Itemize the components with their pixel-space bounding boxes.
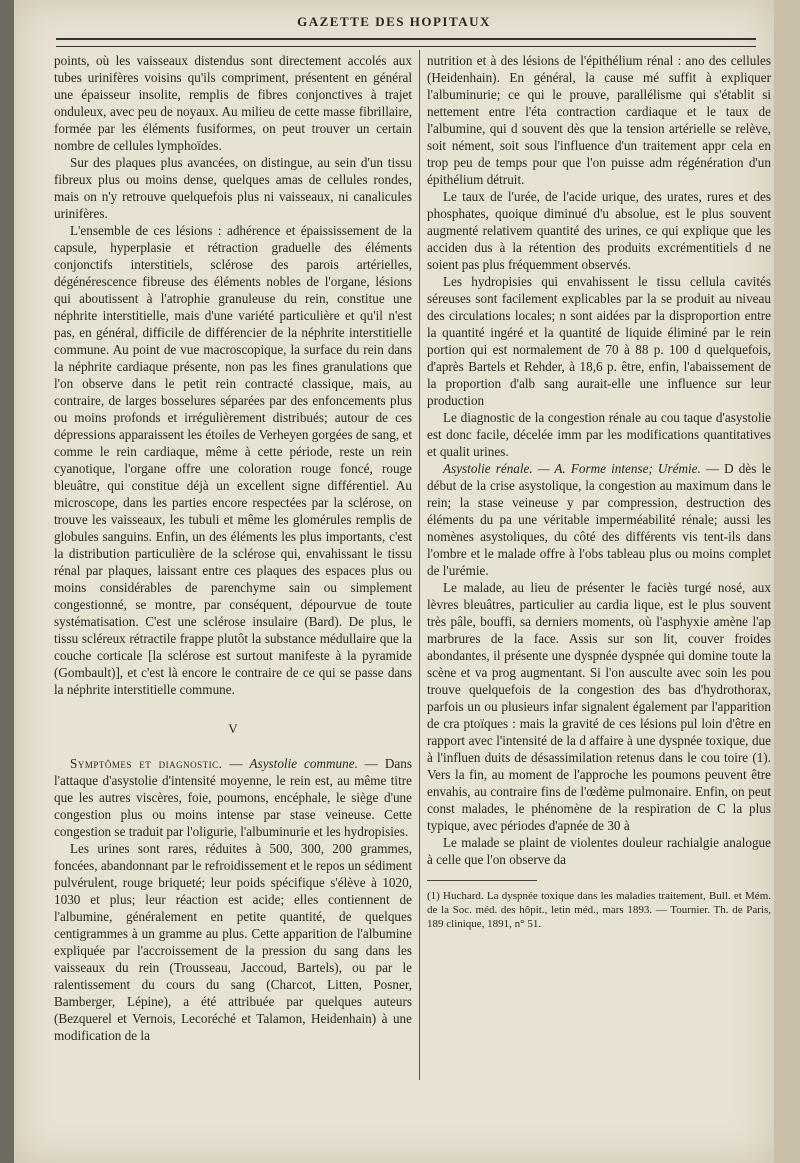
footnote-separator <box>427 880 537 881</box>
left-paragraph-urines: Les urines sont rares, réduites à 500, 300, 200 grammes, foncées, abandonnant par le refroidissement et le repos un sédiment pulvérulent, rouge briqueté; leur poids spécifique s'élève à 1020, 1030 et plus; leur réaction est acide; elles contiennent de l'albumine, généralement en petite quantité, de quelques centigrammes à un gramme au plus. Cette apparition de l'albumine expliquée par l'accroissement de la pression du sang dans les vaisseaux du rein (Trousseau, Jaccoud, Bartels), ou par le ralentissement du cours du sang (Charcot, Litten, Posner, Bamberger, Lépine), a été attribuée par quelques auteurs (Bezquerel et Vernois, Lecoréché et Talamon, Heidenhain) à une modification de la <box>54 841 412 1043</box>
right-paragraph-2: Le taux de l'urée, de l'acide urique, des urates, rures et des phosphates, quoique diminué d'u absolue, est le plus souvent augmenté relativem quantité des urines, ce qui explique que les acciden dus à la rétention des produits excrémentitiels d ne soient pas plus fréquemment observés. <box>427 189 771 272</box>
left-paragraph-2: Sur des plaques plus avancées, on distingue, au sein d'un tissu fibreux plus ou moins dense, quelques amas de cellules rondes, mais on n'y retrouve quelquefois plus ni vaisseaux, ni canalicules urinifères. <box>54 155 412 221</box>
left-paragraph-1: points, où les vaisseaux distendus sont directement accolés aux tubes urinifères voisins qu'ils compriment, présentent en général une épaisseur insolite, remplis de fibres conjonctives à trajet onduleux, avec peu de noyaux. Au milieu de cette masse fibrillaire, formée par les éléments fusiformes, on peut trouver un certain nombre de cellules lymphoïdes. <box>54 53 412 153</box>
footnote: (1) Huchard. La dyspnée toxique dans les maladies traitement, Bull. et Mém. de la Soc. méd. des hôpit., letin méd., mars 1893. — Tournier. Th. de Paris, 189 clinique, 1891, n° 51. <box>427 890 771 930</box>
right-paragraph-4: Le diagnostic de la congestion rénale au cou taque d'asystolie est donc facile, décelée imm par les modifications quantitatives et qualit urines. <box>427 410 771 459</box>
section-first-text: — Dans l'attaque d'asystolie d'intensité moyenne, le rein est, au même titre que les autres viscères, foie, poumons, encéphale, le siège d'une congestion plus ou moins intense par stase veineuse. Cette congestion se traduit par l'oligurie, l'albuminurie et les hydropisies. <box>54 756 412 839</box>
header-rule-thick <box>56 38 756 40</box>
subsection-text: — D dès le début de la crise asystolique, la congestion au maximum dans le rein; la stase veineuse y par compression, destruction des éléments du pa une véritable imperméabilité rénale; aussi les nomènes asystoliques, du côté des différents vis tent-ils dans l'ombre et le malade offre à l'obs tableau plus ou moins complet de l'urémie. <box>427 461 771 578</box>
left-paragraph-3: L'ensemble de ces lésions : adhérence et épaississement de la capsule, hyperplasie et rétraction graduelle des éléments conjonctifs interstitiels, sclérose des parois artérielles, dégénérescence fibreuse des éléments nobles de l'organe, lésions qui aboutissent à l'atrophie granuleuse du rein, constitue une néphrite interstitielle, mais d'une variété particulière et qu'il n'est pas, en général, difficile de différencier de la néphrite interstitielle commune. Au point de vue macroscopique, la surface du rein dans la néphrite cardiaque présente, non pas les fines granulations que l'on observe dans le petit rein contracté classique, mais, au contraire, de larges bosselures séparées par des enfoncements plus ou moins profonds et irrégulièrement distribués; autour de ces dépressions apparaissent les étoiles de Verheyen gorgées de sang, et comme le rein cardiaque, même à cette période, reste un rein cyanotique, l'organe offre une coloration rouge foncé, rouge bleuâtre, qui constitue déjà un excellent signe différentiel. Au microscope, dans les parties encore respectées par la sclérose, on trouve les vaisseaux, les tubuli et même les glomérules remplis de globules sanguins. Enfin, un des éléments les plus importants, c'est la distribution particulière de la sclérose qui, envahissant le tissu rénal par plaques, laissant entre ces plaques des espaces plus ou moins considérables de parenchyme sain ou simplement congestionné, se montre, par conséquent, dépourvue de toute systématisation. C'est une sclérose insulaire (Bard). De plus, le tissu scléreux rétractile frappe plutôt la substance médullaire que la couche corticale [la sclérose est surtout manifeste à la pyramide (Gombault)], et c'est là encore le contraire de ce qui se passe dans la néphrite interstitielle commune. <box>54 223 412 697</box>
newspaper-page <box>14 0 774 1163</box>
binding-edge <box>0 0 14 1163</box>
left-column <box>54 52 412 1044</box>
page-header: GAZETTE DES HOPITAUX <box>297 14 491 29</box>
page-margin-right <box>774 0 800 1163</box>
column-separator <box>419 50 420 1080</box>
right-paragraph-1: nutrition et à des lésions de l'épithélium rénal : ano des cellules (Heidenhain). En général, la cause mé suffit à expliquer l'albuminurie; ce qui le prouve, parallélisme qui s'établit si nettement entre l'éta contraction cardiaque et le taux de l'albumine, qui d souvent dès que la tension artérielle se relève, soit nément, soit sous l'influence d'un traitement appr cela en trop peu de temps pour que l'on puisse adm régénération d'un épithélium détruit. <box>427 53 771 187</box>
right-column <box>427 52 771 931</box>
right-paragraph-6: Le malade se plaint de violentes douleur rachialgie analogue à celle que l'on observe da <box>427 835 771 867</box>
right-paragraph-3: Les hydropisies qui envahissent le tissu cellula cavités séreuses sont facilement explicables par la se produit au niveau des circulations locales; n sont aidées par la disproportion entre la quantité ingéré et la quantité de liquide éliminé par le rein portion qui est normalement de 70 à 88 p. 100 d quelquefois, d'après Bartels et Rehder, à 18,6 p. être, enfin, l'abaissement de la proportion d'alb sang aurait-elle une influence sur leur production <box>427 274 771 408</box>
section-number: V <box>228 721 238 736</box>
section-subheading: Asystolie commune. <box>249 756 358 771</box>
subsection-paragraph <box>427 460 771 579</box>
right-paragraph-5: Le malade, au lieu de présenter le faciès turgé nosé, aux lèvres bleuâtres, particulier au cardia lique, est le plus souvent très pâle, bouffi, sa derniers moments, où l'asphyxie amène l'ap marbrures de la face. Assis sur son lit, couver froides abondantes, il présente une dyspnée dyspnée qui domine toute la scène et va prog augmentant. Si l'on ausculte avec soin les pou trouve quelquefois de la congestion des bas d'hydrothorax, parfois un ou plusieurs infar signalent également par l'apparition de cra ptoïques : mais la gravité de ces lésions pul loin d'être en rapport avec l'intensité de la d affaire à une dyspnée toxique, due à l'influen duits de désassimilation retenus dans le cou toire (1). Vers la fin, au moment de l'approche les poumons peuvent être envahis, au contraire fins de l'œdème pulmonaire. Enfin, on peut const malades, le phénomène de la respiration de C la plus typique, avec périodes d'apnée de 30 à <box>427 580 771 833</box>
section-first-paragraph: Symptômes et diagnostic. — Asystolie commune. — Dans l'attaque d'asystolie d'intensité moyenne, le rein est, au même titre que les autres viscères, foie, poumons, encéphale, le siège d'une congestion plus ou moins intense par stase veineuse. Cette congestion se traduit par l'oligurie, l'albuminurie et les hydropisies. <box>54 756 412 839</box>
subsection-heading: Asystolie rénale. — A. Forme intense; Urémie. <box>443 461 701 476</box>
header-rule-thin <box>56 46 756 47</box>
section-heading: Symptômes et diagnostic. <box>70 756 223 771</box>
